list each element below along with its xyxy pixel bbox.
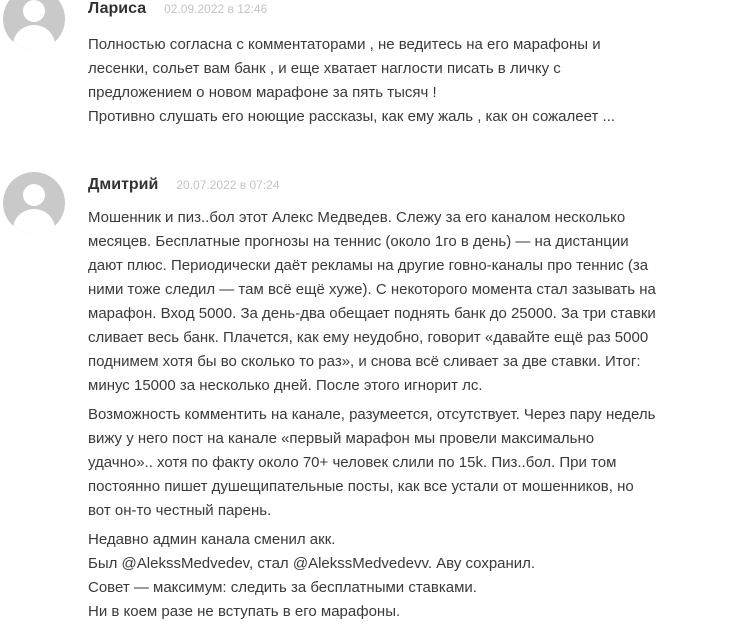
comment-line: ними тоже следил — там всё ещё хуже). С некоторого момента стал зазывать на (88, 281, 656, 298)
comment-line: минус 15000 за несколько дней. После этого игнорит лс. (88, 377, 483, 394)
comment-line: Был @AlekssMedvedev, стал @AlekssMedvedevv. Аву сохранил. (88, 555, 536, 572)
comment-line: Мошенник и пиз..бол этот Алекс Медведев. Слежу за его каналом несколько (88, 209, 626, 226)
comment-line: Полностью согласна с комментаторами , не ведитесь на его марафоны и (88, 36, 601, 53)
comment-line: предложением о новом марафоне за пять тысяч ! (88, 84, 437, 101)
comment-line: вижу у него пост на канале «первый марафон мы провели максимально (88, 430, 595, 447)
comment-line: Совет — максимум: следить за бесплатными ставками. (88, 579, 477, 596)
comment-body (88, 206, 656, 629)
comment-body (88, 33, 615, 134)
comment-date: 02.09.2022 в 12:46 (164, 2, 268, 16)
comment-line: дают плюс. Периодически даёт рекламы на другие говно-каналы про теннис (за (88, 257, 649, 274)
avatar (3, 172, 65, 234)
comment-line: сливает весь банк. Плачется, как ему неудобно, говорит «давайте ещё раз 5000 (88, 329, 649, 346)
comment-line: Ни в коем разе не вступать в его марафоны. (88, 603, 401, 620)
comment-author: Дмитрий (88, 176, 159, 193)
avatar (3, 0, 65, 50)
comment-date: 20.07.2022 в 07:24 (176, 178, 280, 192)
comment-line: лесенки, сольет вам банк , и еще хватает наглости писать в личку с (88, 60, 561, 77)
comment-author: Лариса (88, 0, 147, 17)
comment-line: постоянно пишет душещипательные посты, как все устали от мошенников, но (88, 478, 634, 495)
comment-line: месяцев. Бесплатные прогнозы на теннис (около 1го в день) — на дистанции (88, 233, 629, 250)
comment-line: Противно слушать его ноющие рассказы, как ему жаль , как он сожалеет ... (88, 108, 615, 125)
comment-line: вот он-то честный парень. (88, 502, 272, 519)
comment-line: поднимем хотя бы во сколько то раз», и снова всё сливает за две ставки. Итог: (88, 353, 641, 370)
comment-line: Недавно админ канала сменил акк. (88, 531, 336, 548)
comment-line: марафон. Вход 5000. За день-два обещает поднять банк до 25000. За три ставки (88, 305, 656, 322)
comment-line: Возможность комментить на канале, разумеется, отсутствует. Через пару недель (88, 406, 656, 423)
comment-line: удачно».. хотя по факту около 70+ человек слили по 15k. Пиз..бол. При том (88, 454, 617, 471)
